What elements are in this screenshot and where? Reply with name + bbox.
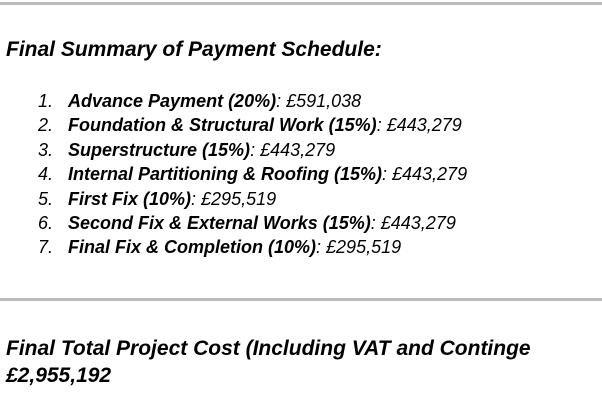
list-item-name: Internal Partitioning & Roofing (15%) — [68, 164, 382, 185]
section-divider — [0, 298, 602, 301]
list-item-number: 1. — [38, 91, 54, 111]
list-item — [38, 89, 467, 113]
list-item-amount: : £443,279 — [376, 115, 462, 136]
list-item-number: 6. — [38, 213, 54, 234]
list-item — [38, 113, 467, 137]
payment-schedule-heading: Final Summary of Payment Schedule: — [6, 38, 382, 61]
list-item-name: Second Fix & External Works (15%) — [68, 213, 371, 234]
list-item-name: Foundation & Structural Work (15%) — [68, 115, 377, 136]
list-item — [38, 162, 467, 186]
top-divider — [0, 2, 602, 5]
list-item-name: Final Fix & Completion (10%) — [68, 237, 317, 258]
list-item-amount: : £295,519 — [316, 237, 402, 258]
list-item-number: 3. — [38, 139, 54, 160]
list-item — [38, 211, 467, 235]
list-item-number: 7. — [38, 237, 54, 258]
list-item-amount: : £591,038 — [276, 91, 362, 111]
list-item-amount: : £443,279 — [382, 164, 468, 185]
total-cost-value: £2,955,192 — [6, 364, 112, 387]
list-item-name: First Fix (10%) — [68, 188, 192, 209]
list-item — [38, 235, 467, 259]
list-item-name: Advance Payment (20%) — [68, 91, 277, 111]
list-item-number: 2. — [38, 115, 54, 136]
list-item-number: 4. — [38, 164, 54, 185]
total-cost-label: Final Total Project Cost (Including VAT and Continge — [6, 337, 531, 360]
list-item-amount: : £443,279 — [250, 139, 336, 160]
list-item-amount: : £295,519 — [191, 188, 277, 209]
payment-schedule-list — [38, 89, 467, 260]
list-item-name: Superstructure (15%) — [68, 139, 251, 160]
list-item — [38, 138, 467, 162]
list-item — [38, 187, 467, 211]
list-item-amount: : £443,279 — [370, 213, 456, 234]
list-item-number: 5. — [38, 188, 54, 209]
